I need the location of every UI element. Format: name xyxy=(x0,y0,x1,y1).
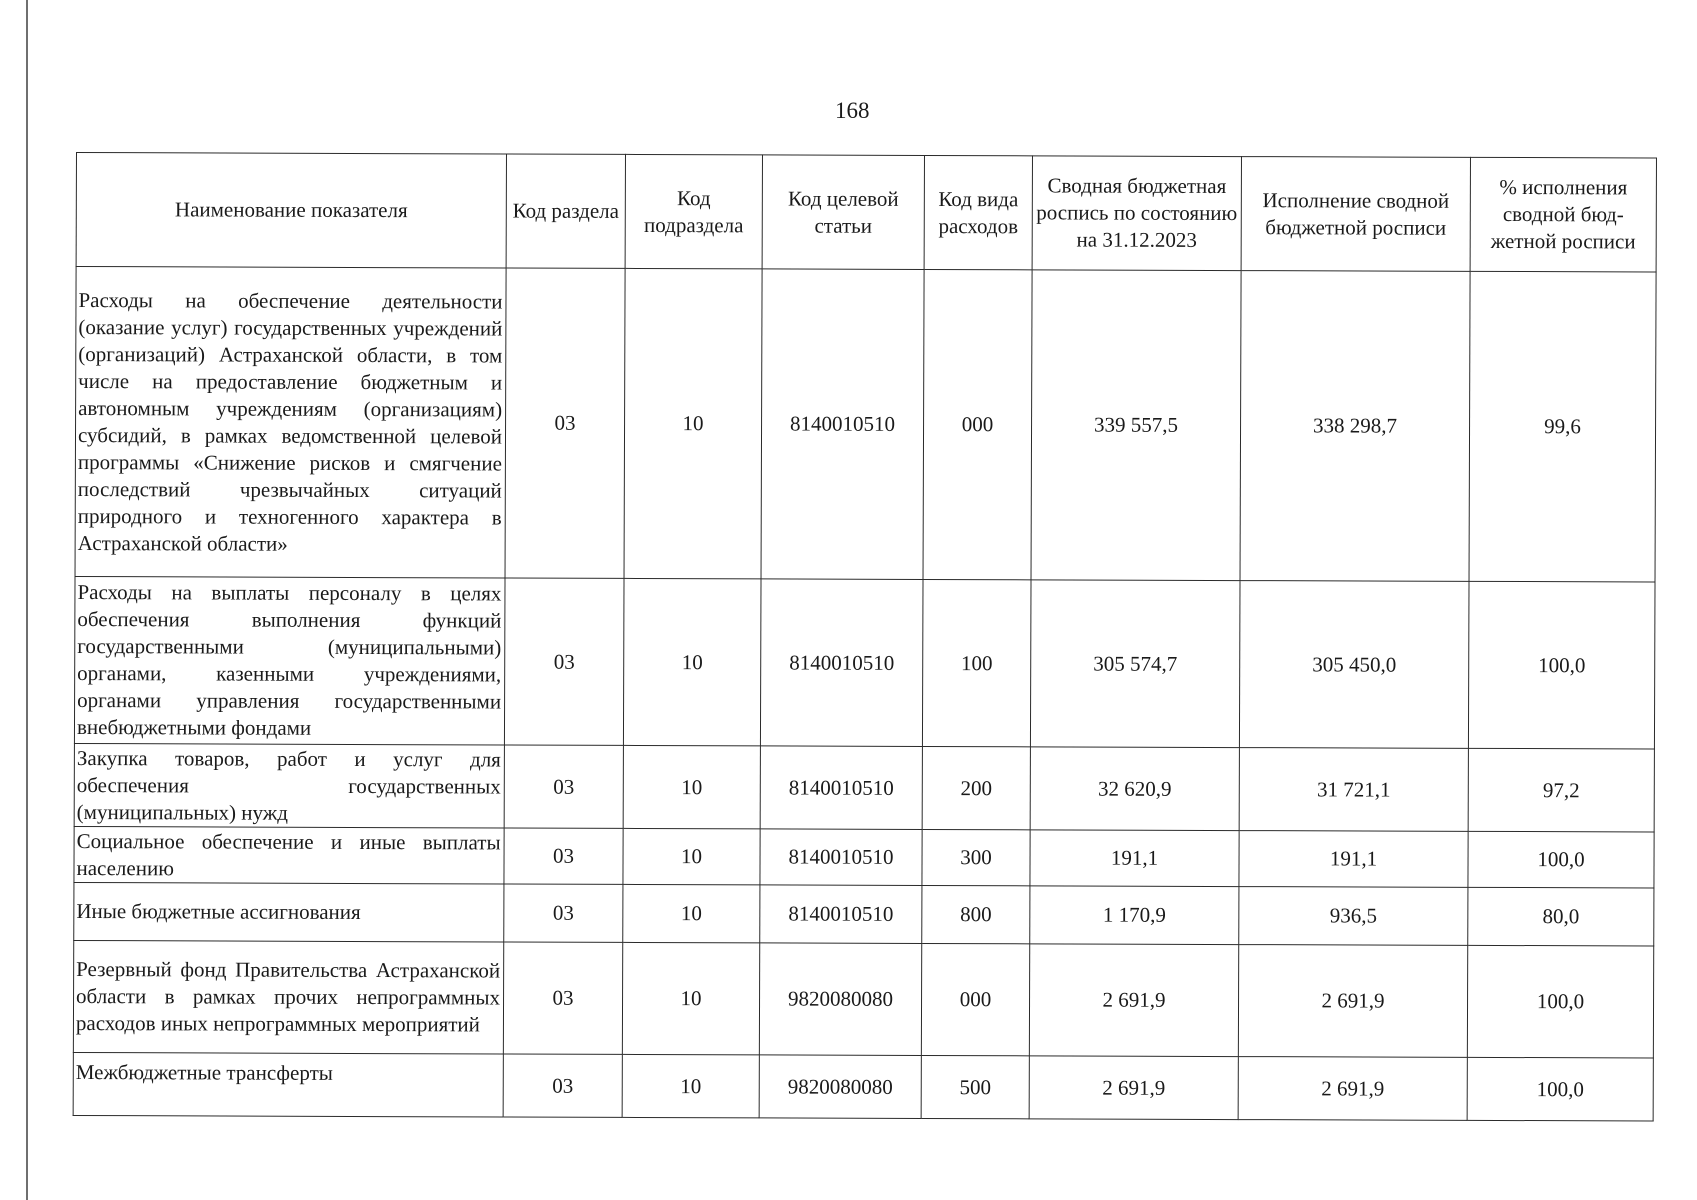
cell-expense-type-code: 800 xyxy=(922,885,1030,943)
cell-expense-type-code: 000 xyxy=(921,943,1029,1055)
cell-budget-execution: 936,5 xyxy=(1239,887,1468,946)
cell-target-code: 9820080080 xyxy=(759,943,921,1056)
cell-subsection-code: 10 xyxy=(623,828,760,884)
table-row xyxy=(73,1052,1653,1121)
cell-budget-execution: 2 691,9 xyxy=(1238,1057,1467,1121)
cell-execution-percent: 100,0 xyxy=(1468,581,1655,749)
header-section-code: Код раздела xyxy=(506,154,625,268)
cell-budget-execution: 305 450,0 xyxy=(1239,581,1469,749)
cell-budget-execution: 191,1 xyxy=(1239,831,1468,888)
cell-budget-execution: 2 691,9 xyxy=(1238,945,1467,1058)
cell-section-code: 03 xyxy=(503,942,622,1054)
cell-section-code: 03 xyxy=(504,578,624,745)
cell-indicator-name: Межбюджетные трансферты xyxy=(73,1052,503,1117)
cell-expense-type-code: 200 xyxy=(922,746,1030,829)
budget-table xyxy=(73,152,1657,1122)
cell-indicator-name: Социальное обеспечение и иные выплаты населению xyxy=(74,826,504,884)
table-row xyxy=(74,882,1654,946)
cell-budget-plan: 191,1 xyxy=(1030,830,1239,887)
header-expense-type-code: Код вида расходов xyxy=(924,155,1032,269)
header-execution-percent: % исполнения сводной бюд-жетной росписи xyxy=(1470,157,1656,272)
cell-subsection-code: 10 xyxy=(623,745,760,828)
header-budget-plan: Сводная бюджетная роспись по состоянию на 31.12.2023 xyxy=(1032,156,1241,271)
table-row xyxy=(73,940,1653,1058)
table-row xyxy=(74,826,1654,888)
cell-target-code: 8140010510 xyxy=(761,269,924,580)
cell-subsection-code: 10 xyxy=(622,942,759,1054)
cell-subsection-code: 10 xyxy=(623,578,761,745)
table-row xyxy=(74,743,1654,832)
cell-target-code: 8140010510 xyxy=(760,746,922,830)
table-row xyxy=(74,576,1655,749)
cell-section-code: 03 xyxy=(504,745,623,828)
table-row xyxy=(75,267,1656,583)
cell-budget-execution: 338 298,7 xyxy=(1240,271,1470,582)
cell-subsection-code: 10 xyxy=(624,268,762,578)
cell-indicator-name: Резервный фонд Правительства Астраханской области в рамках прочих непрограммных расходов иных непрограммных мероприятий xyxy=(73,940,503,1054)
cell-budget-plan: 305 574,7 xyxy=(1030,580,1240,748)
cell-budget-plan: 1 170,9 xyxy=(1030,886,1239,945)
header-indicator-name: Наименование показателя xyxy=(76,153,506,269)
cell-indicator-name: Иные бюджетные ассигнования xyxy=(74,882,504,942)
table-header-row xyxy=(76,153,1656,273)
cell-subsection-code: 10 xyxy=(622,1054,759,1117)
cell-budget-execution: 31 721,1 xyxy=(1239,748,1468,832)
header-subsection-code: Код подраздела xyxy=(625,154,762,268)
cell-target-code: 9820080080 xyxy=(759,1055,921,1119)
cell-budget-plan: 2 691,9 xyxy=(1029,944,1238,1057)
cell-execution-percent: 100,0 xyxy=(1467,945,1653,1058)
cell-execution-percent: 80,0 xyxy=(1468,887,1654,946)
cell-expense-type-code: 300 xyxy=(922,829,1030,885)
cell-execution-percent: 100,0 xyxy=(1468,831,1654,888)
cell-target-code: 8140010510 xyxy=(760,829,922,886)
cell-budget-plan: 2 691,9 xyxy=(1029,1056,1238,1120)
scan-edge-line xyxy=(26,0,28,1200)
cell-budget-plan: 339 557,5 xyxy=(1031,270,1241,581)
cell-indicator-name: Закупка товаров, работ и услуг для обеспечения государственных (муниципальных) нужд xyxy=(74,743,504,828)
cell-subsection-code: 10 xyxy=(623,884,760,942)
cell-target-code: 8140010510 xyxy=(760,579,923,747)
cell-target-code: 8140010510 xyxy=(760,885,922,944)
cell-section-code: 03 xyxy=(505,268,625,578)
cell-indicator-name: Расходы на обеспечение деятельности (оказание услуг) государственных учреждений (организаций) Астраханской области, в том числе на предоставление бюджетным и автономным учреждениям (организациям) субсидий, в рамках ведомственной целевой программы «Снижение рисков и смягчение последствий чрезвычайных ситуаций природного и техногенного характера в Астраханской области» xyxy=(75,267,506,578)
cell-execution-percent: 100,0 xyxy=(1467,1057,1653,1121)
cell-expense-type-code: 000 xyxy=(923,269,1032,579)
cell-execution-percent: 97,2 xyxy=(1468,748,1654,832)
cell-section-code: 03 xyxy=(504,884,623,942)
cell-expense-type-code: 500 xyxy=(921,1055,1029,1118)
cell-expense-type-code: 100 xyxy=(922,579,1031,746)
cell-section-code: 03 xyxy=(504,828,623,884)
header-budget-execution: Исполнение сводной бюджетной росписи xyxy=(1241,157,1470,272)
cell-section-code: 03 xyxy=(503,1054,622,1117)
page-number: 168 xyxy=(835,98,870,123)
header-target-code: Код целевой статьи xyxy=(762,155,924,270)
cell-indicator-name: Расходы на выплаты персоналу в целях обеспечения выполнения функций государственными (муниципальными) органами, казенными учреждениями, органами управления государственными внебюджетными фондами xyxy=(74,576,505,745)
cell-budget-plan: 32 620,9 xyxy=(1030,747,1239,831)
cell-execution-percent: 99,6 xyxy=(1469,271,1656,582)
